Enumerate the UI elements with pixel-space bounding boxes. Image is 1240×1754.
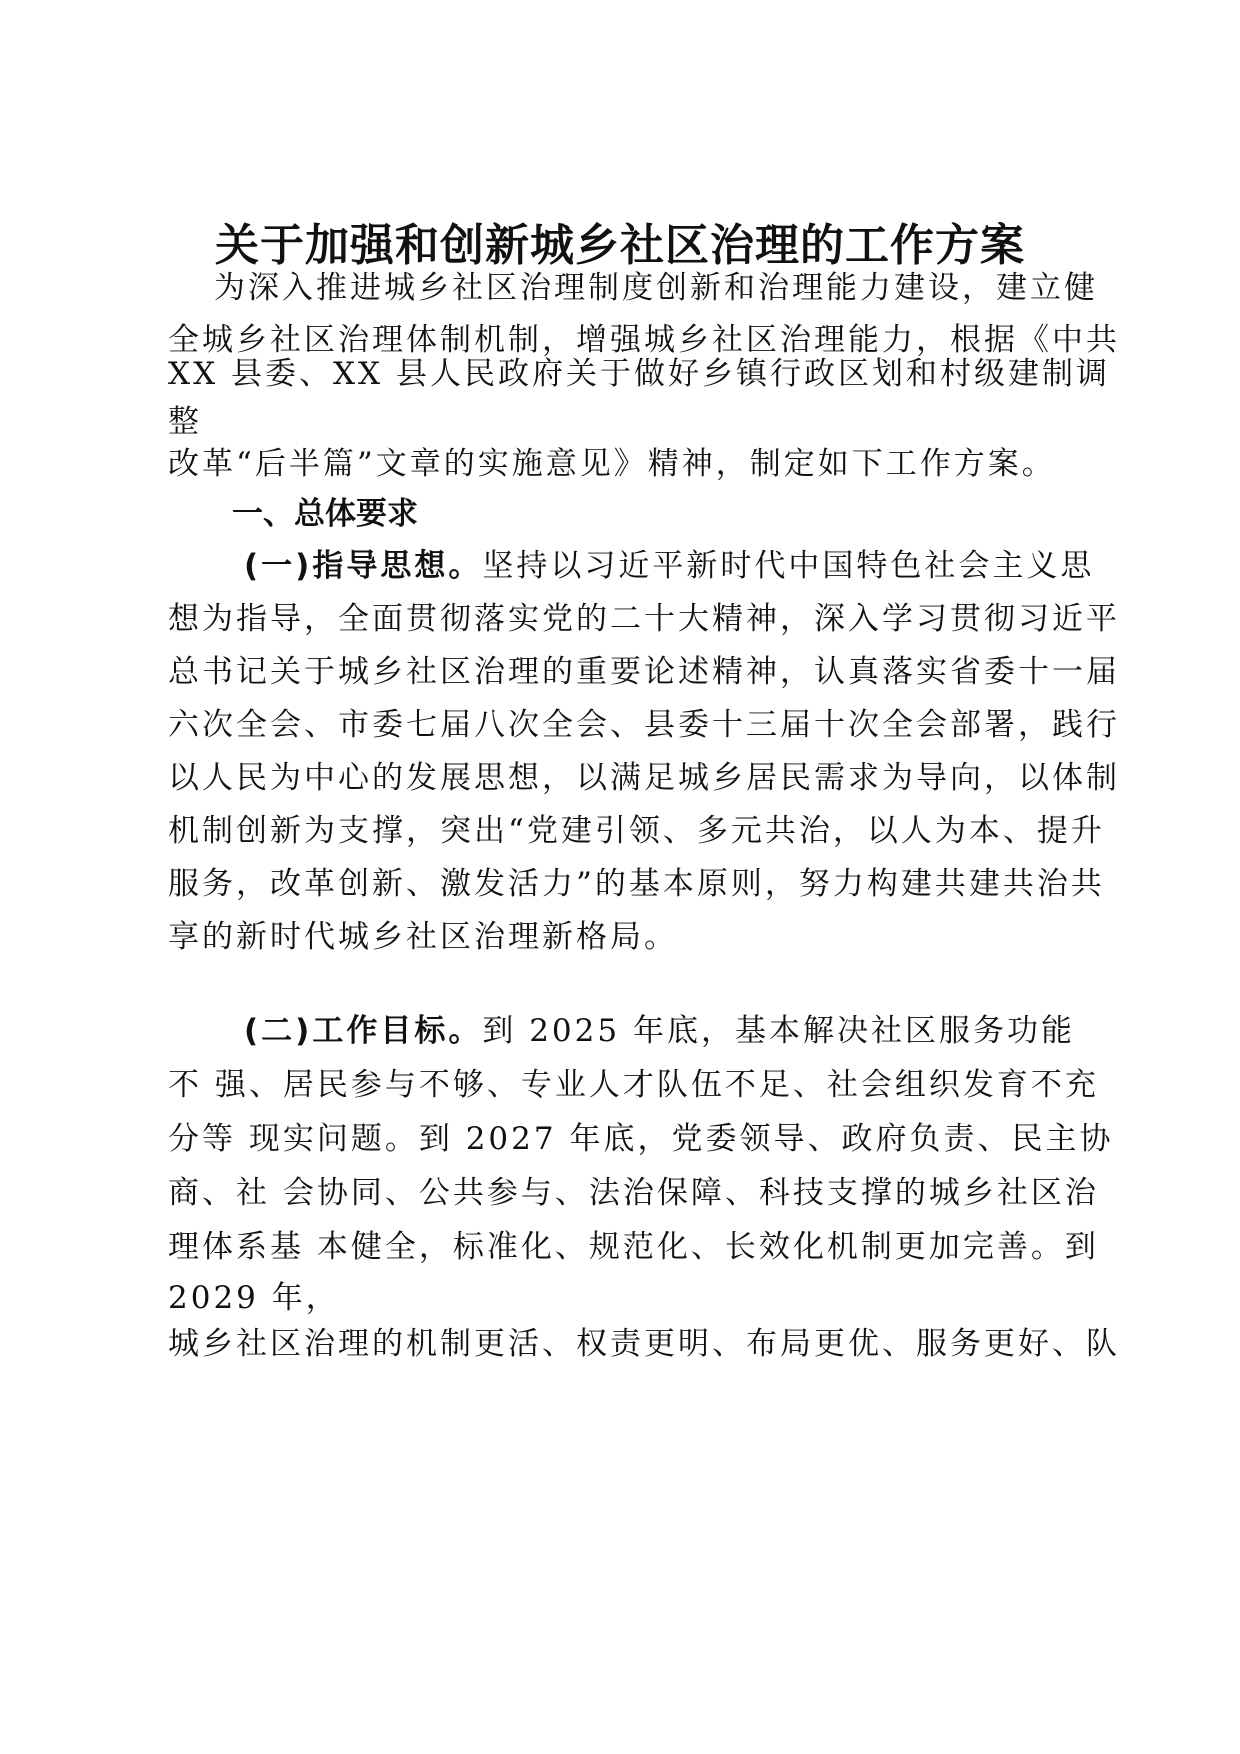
subsection-2-line: 理体系基 本健全，标准化、规范化、长效化机制更加完善。到 bbox=[168, 1229, 1099, 1265]
intro-line: 改革“后半篇”文章的实施意见》精神，制定如下工作方案。 bbox=[168, 446, 1056, 482]
subsection-2-line: 城乡社区治理的机制更活、权责更明、布局更优、服务更好、队 bbox=[168, 1326, 1120, 1362]
subsection-1-label: (一)指导思想。 bbox=[244, 548, 483, 584]
subsection-1-line: 机制创新为支撑，突出“党建引领、多元共治，以人为本、提升 bbox=[168, 813, 1105, 849]
subsection-2-first-line bbox=[244, 1011, 1075, 1051]
intro-line: 整 bbox=[168, 404, 202, 440]
subsection-1-text: 坚持以习近平新时代中国特色社会主义思 bbox=[482, 548, 1095, 584]
subsection-2-text: 到 2025 年底，基本解决社区服务功能 bbox=[482, 1013, 1075, 1049]
subsection-1-line: 服务，改革创新、激发活力”的基本原则，努力构建共建共治共 bbox=[168, 866, 1105, 902]
intro-line: 全城乡社区治理体制机制，增强城乡社区治理能力，根据《中共 bbox=[168, 322, 1120, 358]
section-heading: 一、总体要求 bbox=[232, 496, 418, 532]
subsection-1-line: 享的新时代城乡社区治理新格局。 bbox=[168, 919, 678, 955]
subsection-1-line: 总书记关于城乡社区治理的重要论述精神，认真落实省委十一届 bbox=[168, 654, 1120, 690]
subsection-1-line: 以人民为中心的发展思想，以满足城乡居民需求为导向，以体制 bbox=[168, 760, 1120, 796]
subsection-2-line: 分等 现实问题。到 2027 年底，党委领导、政府负责、民主协 bbox=[168, 1121, 1114, 1157]
subsection-2-label: (二)工作目标。 bbox=[244, 1013, 483, 1049]
intro-line: 为深入推进城乡社区治理制度创新和治理能力建设，建立健 bbox=[214, 270, 1098, 306]
subsection-2-line: 2029 年， bbox=[168, 1280, 340, 1316]
intro-line: XX 县委、XX 县人民政府关于做好乡镇行政区划和村级建制调 bbox=[168, 356, 1110, 392]
document-title: 关于加强和创新城乡社区治理的工作方案 bbox=[215, 220, 1025, 271]
subsection-1-line: 想为指导，全面贯彻落实党的二十大精神，深入学习贯彻习近平 bbox=[168, 601, 1120, 637]
subsection-1-line: 六次全会、市委七届八次全会、县委十三届十次全会部署，践行 bbox=[168, 707, 1120, 743]
subsection-2-line: 不 强、居民参与不够、专业人才队伍不足、社会组织发育不充 bbox=[168, 1067, 1099, 1103]
subsection-2-line: 商、社 会协同、公共参与、法治保障、科技支撑的城乡社区治 bbox=[168, 1175, 1099, 1211]
subsection-1-first-line bbox=[244, 546, 1095, 586]
